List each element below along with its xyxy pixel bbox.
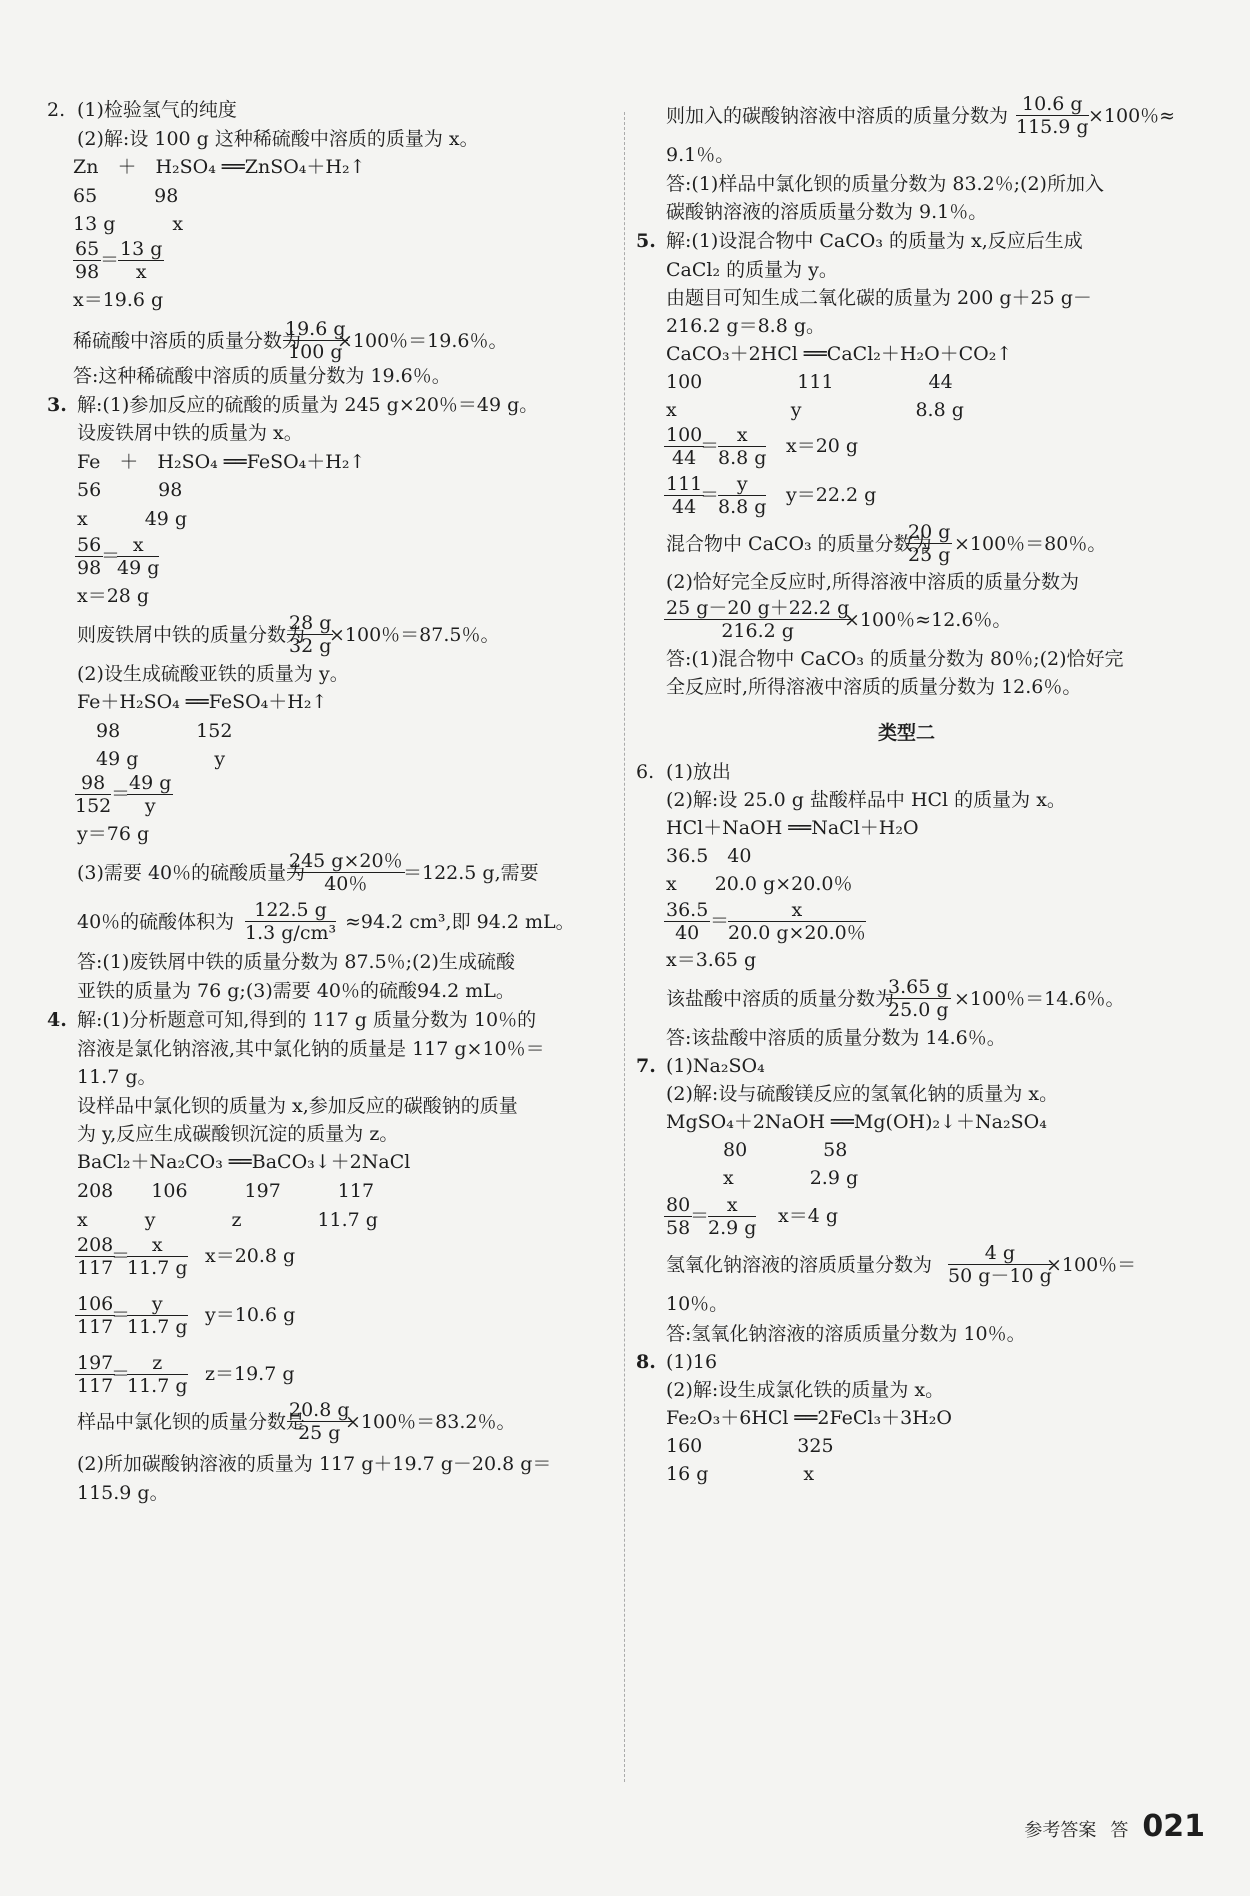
p3-proportion-right-2: $\frac{49 g}{y}$ <box>129 772 172 817</box>
p7-proportion-right: $\frac{x}{2.9 g}$ <box>708 1194 757 1239</box>
p6-answer: 答:该盐酸中溶质的质量分数为 14.6％。 <box>666 1027 1006 1049</box>
p3-calc-prefix: 则废铁屑中铁的质量分数为 <box>77 624 306 646</box>
p4-calc-suffix: ×100％＝83.2％。 <box>345 1411 516 1433</box>
p7-line-b: (2)解:设与硫酸镁反应的氢氧化钠的质量为 x。 <box>666 1083 1059 1105</box>
p4-equation: BaCl₂＋Na₂CO₃ ══BaCO₃↓＋2NaCl <box>77 1151 411 1173</box>
p5-proportion-1-right: $\frac{x}{8.8 g}$ <box>718 424 767 469</box>
p3-line-e-fraction: $\frac{122.5 g}{\text{1.3 g/cm³}}$ <box>245 899 337 944</box>
p7-calc-suffix: ×100％＝ <box>1046 1254 1137 1276</box>
p7-proportion-left: $\frac{80}{58}$ <box>666 1194 691 1239</box>
footer-label: 参考答案 <box>1024 1820 1097 1841</box>
p7-line-c: 10％。 <box>666 1293 729 1315</box>
p2-calc-suffix: ×100％＝19.6％。 <box>337 330 508 352</box>
p5-answer-line-2: 全反应时,所得溶液中溶质的质量分数为 12.6％。 <box>666 676 1082 698</box>
p3-proportion-left-2: $\frac{98}{152}$ <box>75 772 112 817</box>
p6-calc-fraction: $\frac{3.65 g}{25.0 g}$ <box>888 976 949 1021</box>
p5-line-c: 由题目可知生成二氧化碳的质量为 200 g＋25 g－ <box>666 287 1092 309</box>
p6-ratio-row-1: 36.5 40 <box>666 845 752 867</box>
p4-answer-line-1: 答:(1)样品中氯化钡的质量分数为 83.2％;(2)所加入 <box>666 173 1104 195</box>
p6-calc-prefix: 该盐酸中溶质的质量分数为 <box>666 988 895 1010</box>
p2-line-b: (2)解:设 100 g 这种稀硫酸中溶质的质量为 x。 <box>77 128 479 150</box>
problem-2-number: 2. <box>47 99 66 121</box>
p3-result-2: y＝76 g <box>77 823 150 845</box>
p3-line-e-suffix: ≈94.2 cm³,即 94.2 mL。 <box>345 911 575 933</box>
p3-equation-2: Fe＋H₂SO₄ ══FeSO₄＋H₂↑ <box>77 691 328 713</box>
p4-proportion-1-left: $\frac{208}{117}$ <box>77 1234 114 1279</box>
p4-line-e: 为 y,反应生成碳酸钡沉淀的质量为 z。 <box>77 1123 399 1145</box>
p4-line-a: 解:(1)分析题意可知,得到的 117 g 质量分数为 10％的 <box>77 1009 537 1031</box>
p4-ratio-row-1: 208 106 197 117 <box>77 1180 375 1202</box>
p6-line-a: (1)放出 <box>666 761 731 783</box>
p8-equation: Fe₂O₃＋6HCl ══2FeCl₃＋3H₂O <box>666 1407 952 1429</box>
p6-line-b: (2)解:设 25.0 g 盐酸样品中 HCl 的质量为 x。 <box>666 789 1066 811</box>
column-divider <box>624 112 625 1782</box>
p3-answer-line-1: 答:(1)废铁屑中铁的质量分数为 87.5％;(2)生成硫酸 <box>77 951 515 973</box>
p4-calc-prefix: 样品中氯化钡的质量分数是 <box>77 1411 306 1433</box>
p2-answer: 答:这种稀硫酸中溶质的质量分数为 19.6％。 <box>73 365 451 387</box>
problem-4-number: 4. <box>47 1009 67 1031</box>
p6-ratio-row-2: x 20.0 g×20.0％ <box>666 873 853 895</box>
problem-8-number: 8. <box>636 1351 656 1373</box>
p3-result: x＝28 g <box>77 585 150 607</box>
p6-proportion-right: $\frac{x}{20.0 g\times 20.0\%}$ <box>728 899 866 944</box>
problem-5-number: 5. <box>636 230 656 252</box>
p7-equation: MgSO₄＋2NaOH ══Mg(OH)₂↓＋Na₂SO₄ <box>666 1111 1047 1133</box>
p2-proportion-right: $\frac{13 g}{x}$ <box>120 238 163 283</box>
p5-proportion-1-left: $\frac{100}{44}$ <box>666 424 703 469</box>
problem-6-number: 6. <box>636 761 655 783</box>
p5-proportion-2-left: $\frac{111}{44}$ <box>666 473 703 518</box>
p4-line-d: 设样品中氯化钡的质量为 x,参加反应的碳酸钠的质量 <box>77 1095 518 1117</box>
p7-ratio-row-1: 80 58 <box>666 1139 848 1161</box>
p2-ratio-row-1: 65 98 <box>73 185 179 207</box>
p3-line-d-suffix: ＝122.5 g,需要 <box>403 862 539 884</box>
problem-3-number: 3. <box>47 394 67 416</box>
p5-line-f-suffix: ×100％≈12.6％。 <box>844 609 1012 631</box>
p4-line-g: (2)所加碳酸钠溶液的质量为 117 g＋19.7 g－20.8 g＝ <box>77 1453 552 1475</box>
p7-result: x＝4 g <box>778 1205 839 1227</box>
p2-calc-fraction: $\frac{19.6 g}{100 g}$ <box>285 318 346 363</box>
p6-calc-suffix: ×100％＝14.6％。 <box>954 988 1125 1010</box>
p5-calc-prefix: 混合物中 CaCO₃ 的质量分数为 <box>666 533 932 555</box>
p5-line-e: (2)恰好完全反应时,所得溶液中溶质的质量分数为 <box>666 571 1079 593</box>
footer-prefix: 答 <box>1110 1820 1129 1841</box>
p3-ratio-row-4: 49 g y <box>77 748 226 770</box>
p5-calc-fraction: $\frac{20 g}{25 g}$ <box>908 521 951 566</box>
p4-result-2: y＝10.6 g <box>205 1304 296 1326</box>
p4-cont-line-b: 9.1％。 <box>666 144 735 166</box>
p2-ratio-row-2: 13 g x <box>73 213 184 235</box>
p5-answer-line-1: 答:(1)混合物中 CaCO₃ 的质量分数为 80％;(2)恰好完 <box>666 648 1124 670</box>
p4-ratio-row-2: x y z 11.7 g <box>77 1209 378 1231</box>
p5-equation: CaCO₃＋2HCl ══CaCl₂＋H₂O＋CO₂↑ <box>666 343 1013 365</box>
p3-calc-suffix: ×100％＝87.5％。 <box>329 624 500 646</box>
p5-proportion-2-right: $\frac{y}{8.8 g}$ <box>718 473 767 518</box>
p4-proportion-3-left: $\frac{197}{117}$ <box>77 1352 114 1397</box>
p4-proportion-2-right: $\frac{y}{11.7 g}$ <box>127 1293 188 1338</box>
p5-ratio-row-2: x y 8.8 g <box>666 399 964 421</box>
p2-proportion-left: $\frac{65}{98}$ <box>75 238 100 283</box>
p4-cont-prefix: 则加入的碳酸钠溶液中溶质的质量分数为 <box>666 105 1009 127</box>
p7-calc-fraction: $\frac{4 g}{50 g-10 g}$ <box>948 1242 1052 1287</box>
p4-calc-fraction: $\frac{20.8 g}{25 g}$ <box>289 1399 350 1444</box>
p5-result-1: x＝20 g <box>786 435 859 457</box>
p6-equation: HCl＋NaOH ══NaCl＋H₂O <box>666 817 919 839</box>
p3-line-d-prefix: (3)需要 40％的硫酸质量为 <box>77 862 306 884</box>
p4-line-c: 11.7 g。 <box>77 1066 157 1088</box>
p4-result-1: x＝20.8 g <box>205 1245 296 1267</box>
p2-equation: Zn ＋ H₂SO₄ ══ZnSO₄＋H₂↑ <box>73 156 366 178</box>
p5-line-d: 216.2 g＝8.8 g。 <box>666 315 826 337</box>
page-footer <box>1024 1809 1205 1844</box>
p5-line-a: 解:(1)设混合物中 CaCO₃ 的质量为 x,反应后生成 <box>666 230 1083 252</box>
p4-answer-line-2: 碳酸钠溶液的溶质质量分数为 9.1％。 <box>666 201 988 223</box>
p3-line-d-fraction: $\frac{245 g\times 20\%}{40\%}$ <box>289 850 403 895</box>
page-number: 021 <box>1142 1809 1205 1844</box>
p3-proportion-left: $\frac{56}{98}$ <box>77 534 102 579</box>
p3-equation: Fe ＋ H₂SO₄ ══FeSO₄＋H₂↑ <box>77 451 366 473</box>
p4-proportion-2-left: $\frac{106}{117}$ <box>77 1293 114 1338</box>
p3-line-b: 设废铁屑中铁的质量为 x。 <box>77 422 303 444</box>
p2-line-a: (1)检验氢气的纯度 <box>77 99 237 121</box>
p2-calc-prefix: 稀硫酸中溶质的质量分数为 <box>73 330 302 352</box>
p7-calc-prefix: 氢氧化钠溶液的溶质质量分数为 <box>666 1254 933 1276</box>
p3-line-c: (2)设生成硫酸亚铁的质量为 y。 <box>77 663 349 685</box>
p3-ratio-row-2: x 49 g <box>77 508 188 530</box>
p7-ratio-row-2: x 2.9 g <box>666 1167 859 1189</box>
p7-line-a: (1)Na₂SO₄ <box>666 1055 765 1077</box>
p3-calc-fraction: $\frac{28 g}{32 g}$ <box>289 612 332 657</box>
p3-proportion-right: $\frac{x}{49 g}$ <box>117 534 160 579</box>
p5-calc-suffix: ×100％＝80％。 <box>954 533 1107 555</box>
p6-result: x＝3.65 g <box>666 949 757 971</box>
p3-ratio-row-3: 98 152 <box>77 720 233 742</box>
answer-page: 2. (1)检验氢气的纯度 (2)解:设 100 g 这种稀硫酸中溶质的质量为 x。 Zn ＋ H₂SO₄ ══ZnSO₄＋H₂↑ 65 98 13 g x $\frac{65}{98}$ ＝ $\frac{13 g}{x}$ x＝19.6 g 稀硫酸中溶质的质量分数为 $\frac{19.6 g}{100 g}$ ×100％＝19.6％。 答:这种稀硫酸中溶质的质量分数为 19.6％。 3. 解:(1)参加反应的硫酸的质量为 245 g×20％＝49 g。 设废铁屑中铁的质量为 x。 Fe ＋ H₂SO₄ ══FeSO₄＋H₂↑ 56 98 x 49 g $\frac{56}{98}$ ＝ $\frac{x}{49 g}$ x＝28 g 则废铁屑中铁的质量分数为 $\frac{28 g}{32 g}$ ×100％＝87.5％。 (2)设生成硫酸亚铁的质量为 y。 Fe＋H₂SO₄ ══FeSO₄＋H₂↑ 98 152 49 g y $\frac{98}{152}$ ＝ $\frac{49 g}{y}$ y＝76 g (3)需要 40％的硫酸质量为 $\frac{245 g\times 20\%}{40\%}$ ＝122.5 g,需要 40％的硫酸体积为 $\frac{122.5 g}{\text{1.3 g/cm³}}$ ≈94.2 cm³,即 94.2 mL。 答:(1)废铁屑中铁的质量分数为 87.5％;(2)生成硫酸 亚铁的质量为 76 g;(3)需要 40％的硫酸94.2 mL。 4. 解:(1)分析题意可知,得到的 117 g 质量分数为 10％的 溶液是氯化钠溶液,其中氯化钠的质量是 117 g×10％＝ 11.7 g。 设样品中氯化钡的质量为 x,参加反应的碳酸钠的质量 为 y,反应生成碳酸钡沉淀的质量为 z。 BaCl₂＋Na₂CO₃ ══BaCO₃↓＋2NaCl 208 106 197 117 x y z 11.7 g $\frac{208}{117}$ ＝ $\frac{x}{11.7 g}$ x＝20.8 g $\frac{106}{117}$ ＝ $\frac{y}{11.7 g}$ y＝10.6 g $\frac{197}{117}$ ＝ $\frac{z}{11.7 g}$ z＝19.7 g 样品中氯化钡的质量分数是 $\frac{20.8 g}{25 g}$ ×100％＝83.2％。 (2)所加碳酸钠溶液的质量为 117 g＋19.7 g－20.8 g＝ 115.9 g。 则加入的碳酸钠溶液中溶质的质量分数为 $\frac{10.6 g}{115.9 g}$ ×100％≈ 9.1％。 答:(1)样品中氯化钡的质量分数为 83.2％;(2)所加入 碳酸钠溶液的溶质质量分数为 9.1％。 5. 解:(1)设混合物中 CaCO₃ 的质量为 x,反应后生成 CaCl₂ 的质量为 y。 由题目可知生成二氧化碳的质量为 200 g＋25 g－ 216.2 g＝8.8 g。 CaCO₃＋2HCl ══CaCl₂＋H₂O＋CO₂↑ 100 111 44 x y 8.8 g $\frac{100}{44}$ ＝ $\frac{x}{8.8 g}$ x＝20 g $\frac{111}{44}$ ＝ $\frac{y}{8.8 g}$ y＝22.2 g 混合物中 CaCO₃ 的质量分数为 $\frac{20 g}{25 g}$ ×100％＝80％。 (2)恰好完全反应时,所得溶液中溶质的质量分数为 $\frac{25 g-20 g+22.2 g}{216.2 g}$ ×100％≈12.6％。 答:(1)混合物中 CaCO₃ 的质量分数为 80％;(2)恰好完 全反应时,所得溶液中溶质的质量分数为 12.6％。 类型二 6. (1)放出 (2)解:设 25.0 g 盐酸样品中 HCl 的质量为 x。 HCl＋NaOH ══NaCl＋H₂O 36.5 40 x 20.0 g×20.0％ $\frac{36.5}{40}$ ＝ $\frac{x}{20.0 g\times 20.0\%}$ x＝3.65 g 该盐酸中溶质的质量分数为 $\frac{3.65 g}{25.0 g}$ ×100％＝14.6％。 答:该盐酸中溶质的质量分数为 14.6％。 7. (1)Na₂SO₄ (2)解:设与硫酸镁反应的氢氧化钠的质量为 x。 MgSO₄＋2NaOH ══Mg(OH)₂↓＋Na₂SO₄ 80 58 x 2.9 g $\frac{80}{58}$ ＝ $\frac{x}{2.9 g}$ x＝4 g 氢氧化钠溶液的溶质质量分数为 $\frac{4 g}{50 g-10 g}$ ×100％＝ 10％。 答:氢氧化钠溶液的溶质质量分数为 10％。 8. (1)16 (2)解:设生成氯化铁的质量为 x。 Fe₂O₃＋6HCl ══2FeCl₃＋3H₂O 160 325 16 g x 参考答案 答 021 <box>47 93 1205 1844</box>
p8-ratio-row-2: 16 g x <box>666 1463 815 1485</box>
p5-line-b: CaCl₂ 的质量为 y。 <box>666 259 838 281</box>
p7-answer: 答:氢氧化钠溶液的溶质质量分数为 10％。 <box>666 1323 1026 1345</box>
p8-line-b: (2)解:设生成氯化铁的质量为 x。 <box>666 1379 945 1401</box>
p3-line-a: 解:(1)参加反应的硫酸的质量为 245 g×20％＝49 g。 <box>77 394 539 416</box>
p4-line-h: 115.9 g。 <box>77 1482 169 1504</box>
p3-ratio-row-1: 56 98 <box>77 479 183 501</box>
p4-proportion-1-right: $\frac{x}{11.7 g}$ <box>127 1234 188 1279</box>
p3-answer-line-2: 亚铁的质量为 76 g;(3)需要 40％的硫酸94.2 mL。 <box>77 980 515 1002</box>
p4-line-b: 溶液是氯化钠溶液,其中氯化钠的质量是 117 g×10％＝ <box>77 1038 545 1060</box>
p4-result-3: z＝19.7 g <box>205 1363 295 1385</box>
p5-line-f-fraction: $\frac{25 g-20 g+22.2 g}{216.2 g}$ <box>666 597 850 642</box>
p4-cont-fraction: $\frac{10.6 g}{115.9 g}$ <box>1016 93 1089 138</box>
p3-line-e-prefix: 40％的硫酸体积为 <box>77 911 235 933</box>
p8-ratio-row-1: 160 325 <box>666 1435 834 1457</box>
p5-ratio-row-1: 100 111 44 <box>666 371 953 393</box>
p4-cont-suffix: ×100％≈ <box>1088 105 1176 127</box>
p8-line-a: (1)16 <box>666 1351 718 1373</box>
problem-7-number: 7. <box>636 1055 656 1077</box>
p6-proportion-left: $\frac{36.5}{40}$ <box>666 899 709 944</box>
p2-result: x＝19.6 g <box>73 289 164 311</box>
p4-proportion-3-right: $\frac{z}{11.7 g}$ <box>127 1352 188 1397</box>
p5-result-2: y＝22.2 g <box>786 484 877 506</box>
section-title: 类型二 <box>878 722 936 744</box>
